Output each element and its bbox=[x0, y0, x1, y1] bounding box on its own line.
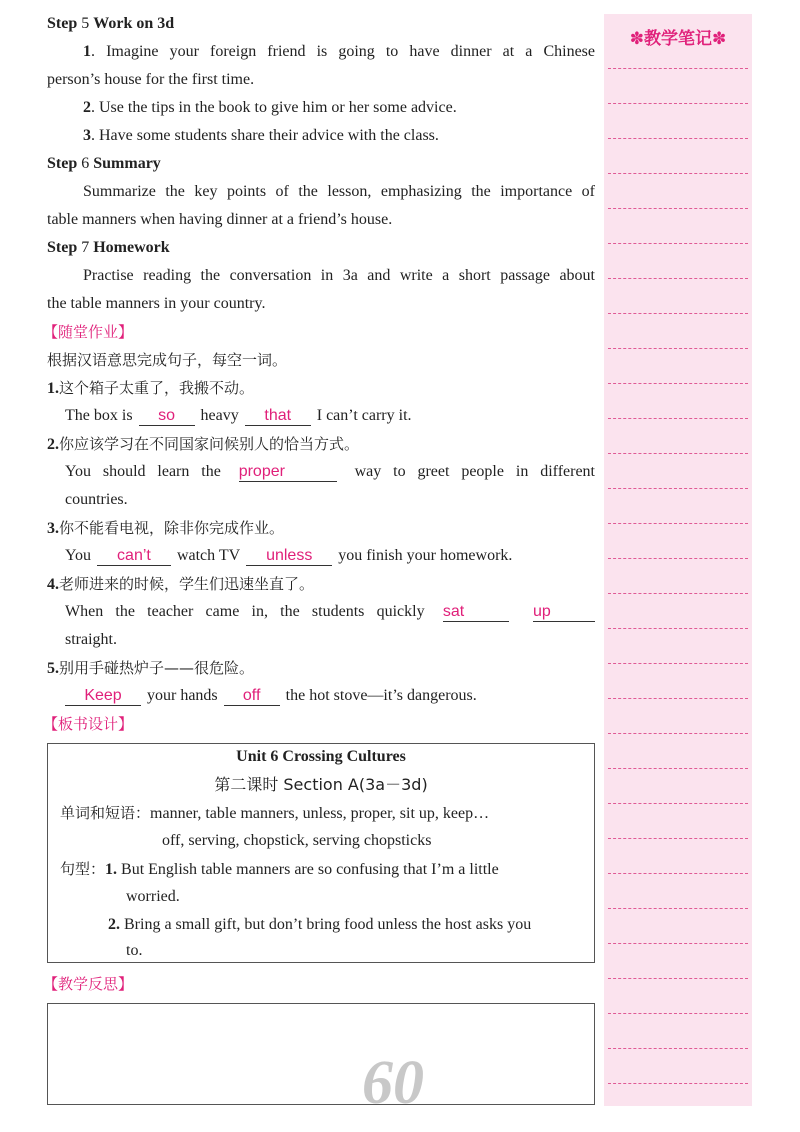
board-title: Unit 6 Crossing Cultures bbox=[236, 748, 406, 765]
note-line[interactable] bbox=[608, 173, 748, 174]
board-design-box bbox=[47, 743, 595, 963]
note-line[interactable] bbox=[608, 418, 748, 419]
q1-sentence: The box is so heavy that I can’t carry it. bbox=[65, 407, 412, 424]
note-line[interactable] bbox=[608, 978, 748, 979]
board-heading: 【板书设计】 bbox=[43, 715, 134, 733]
note-line[interactable] bbox=[608, 628, 748, 629]
note-line[interactable] bbox=[608, 523, 748, 524]
step6-text-cont: table manners when having dinner at a friend’s house. bbox=[47, 211, 393, 228]
q3-chinese: 3.你不能看电视，除非你完成作业。 bbox=[47, 519, 285, 537]
q1-blank-2[interactable]: that bbox=[245, 407, 311, 426]
note-line[interactable] bbox=[608, 383, 748, 384]
q4-chinese: 4.老师进来的时候，学生们迅速坐直了。 bbox=[47, 575, 315, 593]
q5-sentence: Keep your hands off the hot stove—it’s dangerous. bbox=[65, 686, 595, 706]
q5-blank-1[interactable]: Keep bbox=[65, 687, 141, 706]
note-line[interactable] bbox=[608, 1048, 748, 1049]
reflection-box[interactable] bbox=[47, 1003, 595, 1105]
step5-item-1-cont: person’s house for the first time. bbox=[47, 71, 255, 88]
q3-blank-1[interactable]: can’t bbox=[97, 547, 171, 566]
board-pattern-2: 2. Bring a small gift, but don’t bring food unless the host asks you bbox=[108, 916, 532, 933]
note-line[interactable] bbox=[608, 558, 748, 559]
step5-item-2: 2. Use the tips in the book to give him or her some advice. bbox=[83, 99, 457, 116]
board-subtitle: 第二课时 Section A(3a－3d) bbox=[214, 775, 428, 794]
note-line[interactable] bbox=[608, 908, 748, 909]
note-line[interactable] bbox=[608, 803, 748, 804]
q5-blank-2[interactable]: off bbox=[224, 687, 280, 706]
step7-text: Practise reading the conversation in 3a and write a short passage about bbox=[83, 267, 595, 284]
q3-blank-2[interactable]: unless bbox=[246, 547, 332, 566]
q1-blank-1[interactable]: so bbox=[139, 407, 195, 426]
step5-item-3: 3. Have some students share their advice with the class. bbox=[83, 127, 439, 144]
q2-chinese: 2.你应该学习在不同国家问候别人的恰当方式。 bbox=[47, 435, 360, 453]
q4-sentence-cont: straight. bbox=[65, 631, 117, 648]
step6-text: Summarize the key points of the lesson, emphasizing the importance of bbox=[83, 183, 595, 200]
q5-chinese: 5.别用手碰热炉子——很危险。 bbox=[47, 659, 255, 677]
q2-blank-1[interactable]: proper bbox=[239, 463, 337, 482]
note-line[interactable] bbox=[608, 313, 748, 314]
note-line[interactable] bbox=[608, 733, 748, 734]
sidebar-title: ✽教学笔记✽ bbox=[629, 29, 727, 49]
note-line[interactable] bbox=[608, 593, 748, 594]
q4-blank-2[interactable]: up bbox=[533, 603, 595, 622]
note-line[interactable] bbox=[608, 103, 748, 104]
note-line[interactable] bbox=[608, 138, 748, 139]
board-pattern-1-cont: worried. bbox=[126, 888, 180, 905]
page-number: 60 bbox=[362, 1049, 424, 1117]
note-line[interactable] bbox=[608, 68, 748, 69]
board-vocab: 单词和短语：manner, table manners, unless, proper, sit up, keep… bbox=[60, 804, 490, 822]
homework-heading: 【随堂作业】 bbox=[43, 323, 134, 341]
note-line[interactable] bbox=[608, 453, 748, 454]
step7-text-cont: the table manners in your country. bbox=[47, 295, 266, 312]
q2-sentence: You should learn the proper way to greet people in different bbox=[65, 463, 595, 480]
note-line[interactable] bbox=[608, 348, 748, 349]
homework-instruction: 根据汉语意思完成句子，每空一词。 bbox=[47, 351, 288, 369]
note-line[interactable] bbox=[608, 943, 748, 944]
note-line[interactable] bbox=[608, 488, 748, 489]
note-line[interactable] bbox=[608, 1083, 748, 1084]
board-pattern-2-cont: to. bbox=[126, 942, 143, 959]
q4-sentence: When the teacher came in, the students quickly sat up bbox=[65, 602, 595, 622]
note-line[interactable] bbox=[608, 663, 748, 664]
q3-sentence: You can’t watch TV unless you finish your homework. bbox=[65, 547, 513, 564]
q2-sentence-cont: countries. bbox=[65, 491, 128, 508]
step6-heading: Step 6 Summary bbox=[47, 155, 161, 172]
reflection-heading: 【教学反思】 bbox=[43, 975, 134, 993]
step5-item-1: 1. Imagine your foreign friend is going to have dinner at a Chinese bbox=[83, 43, 596, 60]
note-line[interactable] bbox=[608, 838, 748, 839]
note-line[interactable] bbox=[608, 1013, 748, 1014]
board-pattern-1: 句型：1. But English table manners are so confusing that I’m a little bbox=[60, 860, 499, 878]
note-line[interactable] bbox=[608, 243, 748, 244]
note-line[interactable] bbox=[608, 768, 748, 769]
board-vocab-cont: off, serving, chopstick, serving chopsticks bbox=[162, 832, 432, 849]
step5-heading: Step 5 Work on 3d bbox=[47, 15, 175, 32]
step7-heading: Step 7 Homework bbox=[47, 239, 170, 256]
q4-blank-1[interactable]: sat bbox=[443, 603, 509, 622]
q1-chinese: 1.这个箱子太重了，我搬不动。 bbox=[47, 379, 255, 397]
teaching-notes-sidebar bbox=[604, 14, 752, 1106]
note-line[interactable] bbox=[608, 698, 748, 699]
note-line[interactable] bbox=[608, 208, 748, 209]
note-line[interactable] bbox=[608, 278, 748, 279]
note-line[interactable] bbox=[608, 873, 748, 874]
